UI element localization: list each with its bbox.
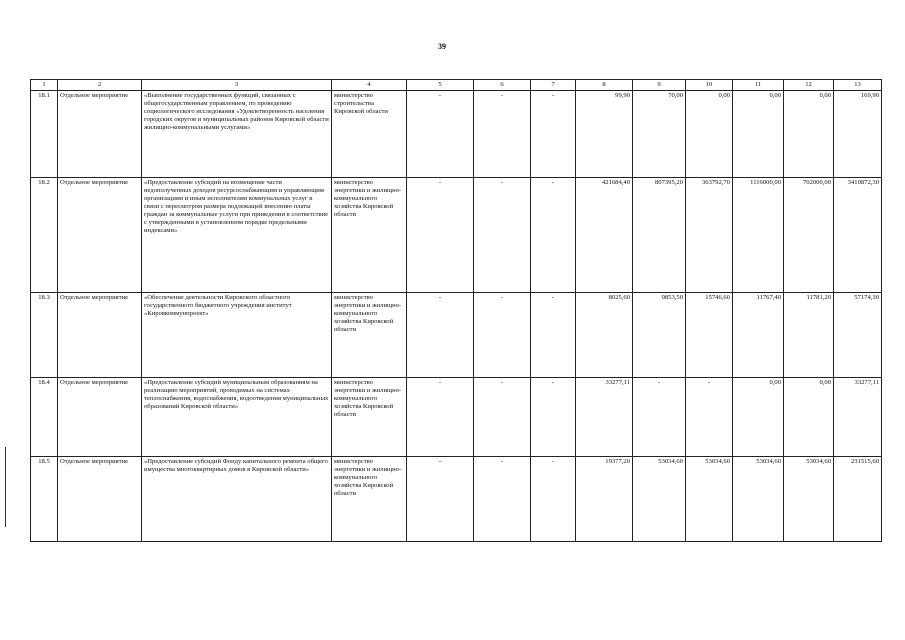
cell-col11: 53034,60 <box>733 457 784 542</box>
row-id: 18.1 <box>31 91 58 178</box>
cell-col10: 0,00 <box>686 91 733 178</box>
cell-col13: 3410872,30 <box>834 178 882 293</box>
cell-col10: 363792,70 <box>686 178 733 293</box>
cell-col12: 53034,60 <box>784 457 834 542</box>
header-cell: 3 <box>142 80 332 91</box>
header-cell: 11 <box>733 80 784 91</box>
row-title: «Предоставление субсидий муниципальным образованиям на реализацию мероприятий, проводимых на системах теплоснабжения, водоснабжения, водоотведения муниципальных образований Кировской области» <box>142 378 332 457</box>
header-cell: 7 <box>531 80 576 91</box>
page-number: 39 <box>438 42 446 51</box>
row-title: «Обеспечение деятельности Кировского областного государственного бюджетного учреждения институт «Кировкоммунпроект» <box>142 293 332 378</box>
row-id: 18.2 <box>31 178 58 293</box>
cell-col7: - <box>531 293 576 378</box>
cell-col5: - <box>407 378 474 457</box>
cell-col9: 9853,50 <box>633 293 686 378</box>
row-title: «Предоставление субсидий на возмещение части недополученных доходов ресурсоснабжающим и управляющим организациям и иным исполнителям коммунальных услуг в связи с пересмотром размера подлежащей внесению платы граждан за коммунальные услуги при приведении в соответствие с утвержденными в установленном порядке предельными индексами» <box>142 178 332 293</box>
header-cell: 5 <box>407 80 474 91</box>
row-kind: Отдельное мероприятие <box>58 378 142 457</box>
cell-col12: 0,00 <box>784 378 834 457</box>
cell-col12: 702000,00 <box>784 178 834 293</box>
row-executor: министерство энергетики и жилищно-коммунального хозяйства Кировской области <box>332 457 407 542</box>
cell-col5: - <box>407 457 474 542</box>
row-id: 18.5 <box>31 457 58 542</box>
cell-col13: 169,90 <box>834 91 882 178</box>
cell-col11: 0,00 <box>733 378 784 457</box>
cell-col12: 0,00 <box>784 91 834 178</box>
cell-col9: 53034,60 <box>633 457 686 542</box>
cell-col13: 231515,60 <box>834 457 882 542</box>
cell-col6: - <box>474 457 531 542</box>
binding-margin-line <box>5 447 6 527</box>
header-cell: 13 <box>834 80 882 91</box>
cell-col6: - <box>474 178 531 293</box>
row-executor: министерство строительства Кировской области <box>332 91 407 178</box>
header-cell: 2 <box>58 80 142 91</box>
cell-col13: 33277,11 <box>834 378 882 457</box>
table-row <box>31 178 882 293</box>
cell-col8: 421684,40 <box>576 178 633 293</box>
cell-col6: - <box>474 378 531 457</box>
cell-col5: - <box>407 178 474 293</box>
row-kind: Отдельное мероприятие <box>58 91 142 178</box>
cell-col6: - <box>474 293 531 378</box>
header-cell: 1 <box>31 80 58 91</box>
header-cell: 10 <box>686 80 733 91</box>
cell-col7: - <box>531 457 576 542</box>
row-kind: Отдельное мероприятие <box>58 457 142 542</box>
header-row <box>31 80 882 91</box>
row-executor: министерство энергетики и жилищно-коммунального хозяйства Кировской области <box>332 378 407 457</box>
table-row <box>31 378 882 457</box>
row-id: 18.3 <box>31 293 58 378</box>
cell-col7: - <box>531 91 576 178</box>
header-cell: 8 <box>576 80 633 91</box>
measures-table <box>30 79 882 542</box>
cell-col11: 0,00 <box>733 91 784 178</box>
cell-col12: 11781,20 <box>784 293 834 378</box>
cell-col5: - <box>407 91 474 178</box>
table-row <box>31 91 882 178</box>
cell-col10: 53034,60 <box>686 457 733 542</box>
cell-col10: - <box>686 378 733 457</box>
cell-col7: - <box>531 378 576 457</box>
cell-col13: 57174,30 <box>834 293 882 378</box>
cell-col7: - <box>531 178 576 293</box>
cell-col8: 33277,11 <box>576 378 633 457</box>
cell-col9: - <box>633 378 686 457</box>
cell-col8: 19377,20 <box>576 457 633 542</box>
cell-col11: 1116000,00 <box>733 178 784 293</box>
header-cell: 12 <box>784 80 834 91</box>
cell-col10: 15746,60 <box>686 293 733 378</box>
cell-col6: - <box>474 91 531 178</box>
row-executor: министерство энергетики и жилищно-коммунального хозяйства Кировской области <box>332 178 407 293</box>
row-kind: Отдельное мероприятие <box>58 293 142 378</box>
header-cell: 4 <box>332 80 407 91</box>
row-title: «Предоставление субсидий Фонду капитального ремонта общего имущества многоквартирных домов в Кировской области» <box>142 457 332 542</box>
table-row <box>31 457 882 542</box>
cell-col8: 8025,60 <box>576 293 633 378</box>
table-row <box>31 293 882 378</box>
cell-col8: 99,90 <box>576 91 633 178</box>
row-kind: Отдельное мероприятие <box>58 178 142 293</box>
row-executor: министерство энергетики и жилищно-коммунального хозяйства Кировской области <box>332 293 407 378</box>
cell-col11: 11767,40 <box>733 293 784 378</box>
cell-col9: 807395,20 <box>633 178 686 293</box>
cell-col9: 70,00 <box>633 91 686 178</box>
cell-col5: - <box>407 293 474 378</box>
row-id: 18.4 <box>31 378 58 457</box>
header-cell: 9 <box>633 80 686 91</box>
row-title: «Выполнение государственных функций, связанных с общегосударственным управлением, по проведению социологического исследования «Удовлетворенность населения городских округов и муниципальных районов Кировской области жилищно-коммунальными услугами» <box>142 91 332 178</box>
header-cell: 6 <box>474 80 531 91</box>
